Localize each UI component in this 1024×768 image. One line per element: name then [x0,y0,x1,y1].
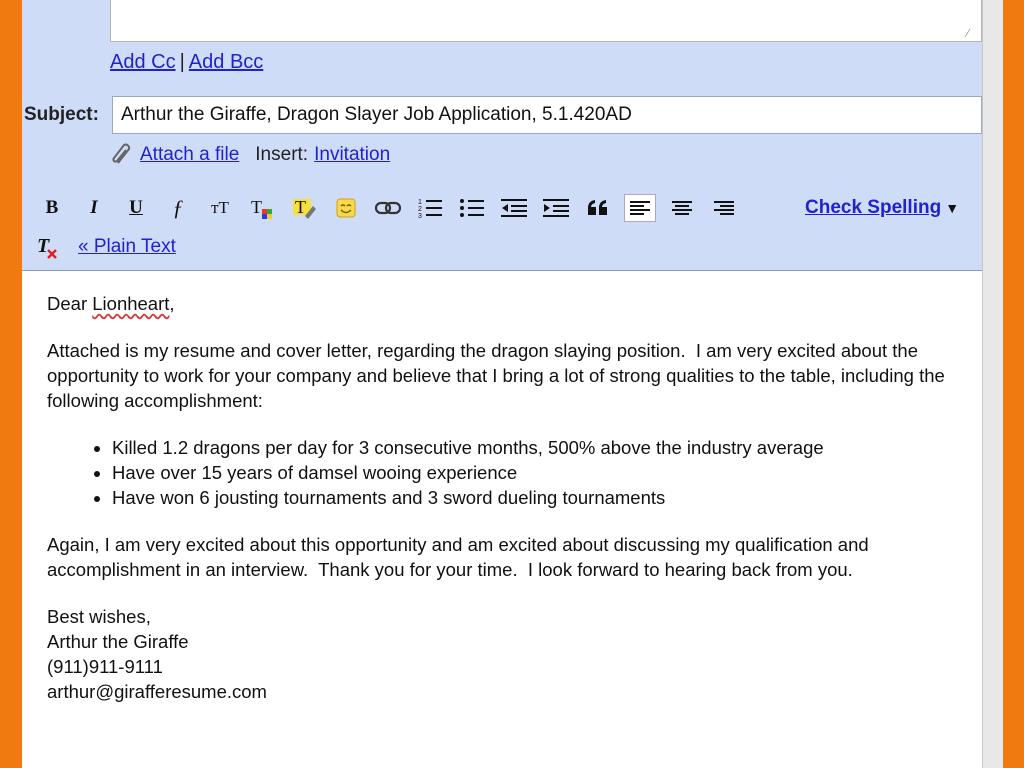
quote-glyph [586,198,610,218]
italic-icon[interactable]: I [90,197,98,218]
indent-glyph [542,197,570,219]
svg-text:1: 1 [418,199,422,206]
greeting-suffix: , [169,293,175,314]
bold-icon[interactable]: B [45,197,59,218]
align-left-glyph [628,198,652,218]
paragraph-closing: Again, I am very excited about this opportunity and am excited about discussing my qualification and accomplishment in an interview. Thank you for your time. I look forward to hearing back from you. [47,534,874,580]
signature-phone: (911)911-9111 [47,656,163,677]
invitation-link[interactable]: Invitation [314,144,391,165]
list-item: • Killed 1.2 dragons per day for 3 consecutive months, 500% above the industry average [112,435,967,460]
bulleted-list-icon[interactable] [456,194,488,222]
check-spelling-control [805,197,959,219]
resize-grip-icon[interactable]: ∕ [967,26,970,40]
dropdown-arrow-icon[interactable]: ▼ [945,200,960,216]
window-edge [982,0,1003,768]
align-center-glyph [670,198,694,218]
attach-row [110,143,390,167]
svg-text:3: 3 [418,213,422,220]
font-size-icon[interactable]: ᴛT [211,198,229,217]
attach-file-link[interactable]: Attach a file [140,144,240,165]
remove-formatting-icon[interactable] [32,233,64,261]
svg-text:T: T [37,235,50,257]
accomplishment-list [47,435,967,510]
indent-icon[interactable] [540,194,572,222]
signature-name: Arthur the Giraffe [47,631,189,652]
text-color-icon[interactable] [246,194,278,222]
text-color-glyph [249,196,275,220]
list-item: • Have over 15 years of damsel wooing experience [112,460,967,485]
toolbar-row-2 [32,233,176,261]
signature-email: arthur@girafferesume.com [47,681,267,702]
signature-closing: Best wishes, [47,606,151,627]
svg-text:T: T [295,197,306,217]
svg-text:T: T [251,197,262,217]
quote-icon[interactable] [582,194,614,222]
underline-icon[interactable]: U [129,197,143,218]
compose-window [22,0,1002,768]
numbered-list-icon[interactable] [414,194,446,222]
subject-label: Subject: [24,104,99,125]
paperclip-icon [110,143,136,167]
link-glyph [374,198,402,218]
message-body[interactable] [22,270,982,768]
to-field[interactable] [110,0,982,42]
highlight-glyph [291,196,317,220]
highlight-icon[interactable] [288,194,320,222]
outdent-glyph [500,197,528,219]
bulleted-list-glyph [459,196,485,220]
emoticon-glyph [335,197,357,219]
list-item: • Have won 6 jousting tournaments and 3 sword dueling tournaments [112,485,967,510]
align-center-icon[interactable] [666,194,698,222]
paragraph-intro: Attached is my resume and cover letter, regarding the dragon slaying position. I am very excited about the opportunity to work for your company and believe that I bring a lot of strong qualities to the table, including the following accomplishment: [47,340,950,411]
greeting [47,291,967,316]
emoticon-icon[interactable] [330,194,362,222]
align-left-icon[interactable] [624,194,656,222]
insert-label: Insert: [255,144,309,165]
link-icon[interactable] [372,194,404,222]
numbered-list-glyph [417,196,443,220]
cc-bcc-links [110,51,263,74]
plain-text-link[interactable]: « Plain Text [78,236,176,257]
font-icon[interactable]: ƒ [172,195,184,220]
add-cc-link[interactable]: Add Cc [110,51,176,73]
check-spelling-link[interactable]: Check Spelling [805,197,942,218]
align-right-icon[interactable] [708,194,740,222]
signature [47,604,967,704]
greeting-prefix: Dear [47,293,93,314]
cc-separator: | [179,51,185,73]
formatting-toolbar [36,192,750,224]
greeting-name: Lionheart [92,293,170,314]
align-right-glyph [712,198,736,218]
outdent-icon[interactable] [498,194,530,222]
add-bcc-link[interactable]: Add Bcc [188,51,264,73]
svg-text:2: 2 [418,206,422,213]
remove-formatting-glyph [35,234,61,260]
subject-input[interactable] [112,96,982,134]
message-content [47,291,967,704]
